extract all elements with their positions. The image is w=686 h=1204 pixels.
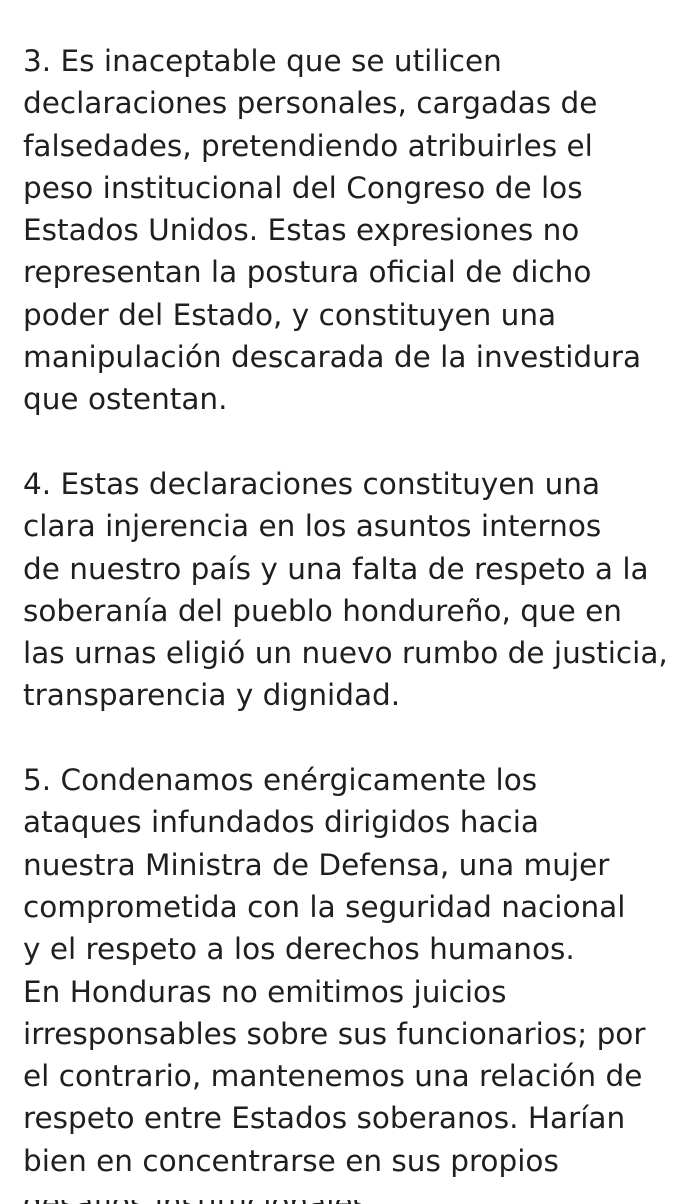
text-line: irresponsables sobre sus funcionarios; por xyxy=(23,1016,646,1051)
document-body xyxy=(23,40,678,1204)
text-line: Estados Unidos. Estas expresiones no xyxy=(23,213,580,248)
bottom-edge xyxy=(0,1186,686,1200)
text-line: comprometida con la seguridad nacional xyxy=(23,889,626,924)
text-line: y el respeto a los derechos humanos. xyxy=(23,932,575,967)
text-line: ataques infundados dirigidos hacia xyxy=(23,805,539,840)
text-line: representan la postura oficial de dicho xyxy=(23,255,592,290)
paragraph-5 xyxy=(23,759,678,1204)
text-line: clara injerencia en los asuntos internos xyxy=(23,509,602,544)
text-line: falsedades, pretendiendo atribuirles el xyxy=(23,128,593,163)
text-line: En Honduras no emitimos juicios xyxy=(23,974,507,1009)
text-line: poder del Estado, y constituyen una xyxy=(23,297,557,332)
text-line: manipulación descarada de la investidura xyxy=(23,340,642,375)
text-line: las urnas eligió un nuevo rumbo de justicia, xyxy=(23,636,668,671)
paragraph-3 xyxy=(23,40,678,421)
text-line: soberanía del pueblo hondureño, que en xyxy=(23,593,623,628)
text-line: que ostentan. xyxy=(23,382,228,417)
text-line: bien en concentrarse en sus propios xyxy=(23,1143,559,1178)
text-line: nuestra Ministra de Defensa, una mujer xyxy=(23,847,610,882)
text-line: 5. Condenamos enérgicamente los xyxy=(23,763,538,798)
paragraph-spacer xyxy=(23,421,678,463)
text-line: de nuestro país y una falta de respeto a la xyxy=(23,551,649,586)
paragraph-spacer xyxy=(23,717,678,759)
text-line: respeto entre Estados soberanos. Harían xyxy=(23,1101,626,1136)
text-line: declaraciones personales, cargadas de xyxy=(23,86,598,121)
text-line: 4. Estas declaraciones constituyen una xyxy=(23,466,601,501)
text-line: peso institucional del Congreso de los xyxy=(23,170,583,205)
text-line: transparencia y dignidad. xyxy=(23,678,401,713)
paragraph-4 xyxy=(23,463,678,717)
text-line: el contrario, mantenemos una relación de xyxy=(23,1059,643,1094)
text-line: 3. Es inaceptable que se utilicen xyxy=(23,44,502,78)
